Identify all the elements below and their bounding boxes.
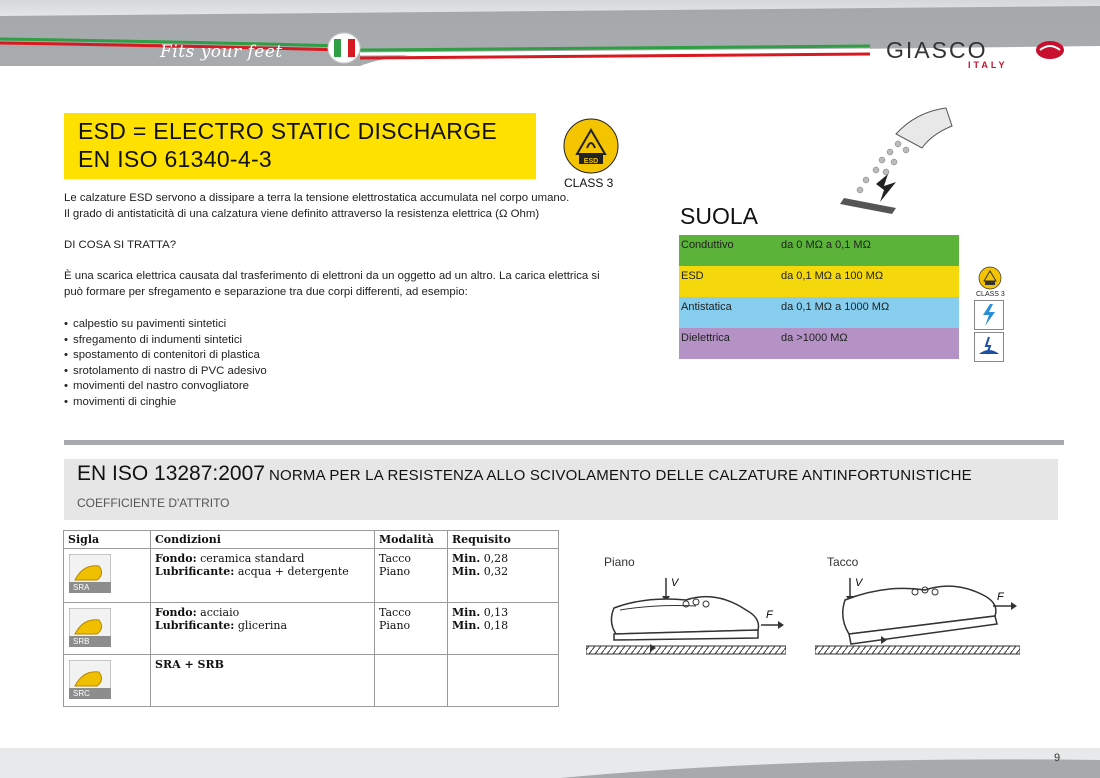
- lubrificante-value: glicerina: [237, 619, 288, 632]
- diagram-label-piano: Piano: [604, 555, 635, 569]
- esd-badge-icon: [563, 118, 619, 174]
- list-item: • movimenti del nastro convogliatore: [64, 379, 267, 395]
- table-row: [64, 655, 559, 707]
- force-f-label: F: [997, 591, 1004, 603]
- esd-answer-line2: può formare per sfregamento e separazione tra due corpi differenti, ad esempio:: [64, 285, 468, 298]
- suola-row: [679, 297, 959, 328]
- requisito-label: Min.: [452, 565, 481, 578]
- esd-question: DI COSA SI TRATTA?: [64, 239, 177, 251]
- requisito-label: Min.: [452, 606, 481, 619]
- esd-bullet-list: [64, 317, 267, 410]
- force-v-label: V: [671, 577, 679, 589]
- shoe-heel-diagram: [815, 570, 1020, 670]
- col-header-condizioni: Condizioni: [151, 531, 375, 549]
- esd-intro-line1: Le calzature ESD servono a dissipare a terra la tensione elettrostatica accumulata nel corpo umano.: [64, 192, 570, 204]
- slip-subtitle: COEFFICIENTE D'ATTRITO: [77, 496, 230, 510]
- list-item: • calpestio su pavimenti sintetici: [64, 317, 267, 333]
- requisito-label: Min.: [452, 619, 481, 632]
- suola-row-value: da 0 MΩ a 0,1 MΩ: [781, 239, 871, 251]
- sra-icon-label: SRA: [69, 582, 111, 593]
- sigla-cell: [64, 655, 151, 707]
- modalita-value: Tacco: [379, 606, 411, 619]
- combo-value: SRA + SRB: [155, 658, 224, 671]
- slip-title: [77, 462, 972, 486]
- suola-row: [679, 266, 959, 297]
- tagline: Fits your feet: [160, 42, 283, 62]
- sra-icon: [69, 554, 111, 593]
- svg-text:ESD: ESD: [583, 158, 599, 165]
- col-header-modalita: Modalità: [375, 531, 448, 549]
- force-f-label: F: [766, 609, 773, 621]
- esd-intro: [64, 191, 644, 222]
- condizioni-cell: [151, 655, 375, 707]
- src-icon: [69, 660, 111, 699]
- suola-class3-label: CLASS 3: [976, 291, 1005, 298]
- dielectric-icon: [974, 332, 1004, 362]
- brand-logo-sub: ITALY: [968, 60, 1008, 70]
- requisito-cell: [448, 655, 559, 707]
- modalita-cell: [375, 549, 448, 603]
- lubrificante-label: Lubrificante:: [155, 565, 235, 578]
- requisito-value: 0,13: [483, 606, 509, 619]
- suola-row-label: Conduttivo: [681, 239, 734, 251]
- esd-small-icon: [978, 266, 1002, 290]
- table-row: [64, 603, 559, 655]
- srb-icon-label: SRB: [69, 636, 111, 647]
- list-item: • srotolamento di nastro di PVC adesivo: [64, 364, 267, 380]
- suola-row-label: ESD: [681, 270, 704, 282]
- fondo-label: Fondo:: [155, 606, 197, 619]
- page-number: 9: [1054, 752, 1061, 764]
- suola-row-value: da 0,1 MΩ a 100 MΩ: [781, 270, 884, 282]
- esd-intro-line2: Il grado di antistaticità di una calzatura viene definito attraverso la resistenza elettrica (Ω Ohm): [64, 207, 540, 220]
- modalita-value: Tacco: [379, 552, 411, 565]
- esd-title-line1: ESD = ELECTRO STATIC DISCHARGE: [78, 118, 498, 144]
- requisito-label: Min.: [452, 552, 481, 565]
- slip-standard: EN ISO 13287:2007: [77, 462, 265, 485]
- antistatic-icon: [974, 300, 1004, 330]
- brand-logo: GIASCO: [886, 37, 988, 63]
- slip-requirements-table: [63, 530, 559, 707]
- lubrificante-value: acqua + detergente: [237, 565, 349, 578]
- fondo-label: Fondo:: [155, 552, 197, 565]
- modalita-value: Piano: [379, 619, 411, 632]
- requisito-cell: [448, 603, 559, 655]
- suola-row-value: da 0,1 MΩ a 1000 MΩ: [781, 301, 890, 313]
- requisito-cell: [448, 549, 559, 603]
- suola-row-label: Antistatica: [681, 301, 732, 313]
- suola-row-label: Dielettrica: [681, 332, 730, 344]
- src-icon-label: SRC: [69, 688, 111, 699]
- list-item: • spostamento di contenitori di plastica: [64, 348, 267, 364]
- sigla-cell: [64, 549, 151, 603]
- list-item: • sfregamento di indumenti sintetici: [64, 333, 267, 349]
- static-discharge-illustration: [836, 104, 956, 214]
- esd-answer: [64, 269, 644, 300]
- srb-icon: [69, 608, 111, 647]
- suola-row: [679, 235, 959, 266]
- suola-row: [679, 328, 959, 359]
- suola-row-value: da >1000 MΩ: [781, 332, 848, 344]
- col-header-sigla: Sigla: [64, 531, 151, 549]
- footer-band: [0, 748, 1100, 778]
- requisito-value: 0,18: [483, 619, 509, 632]
- esd-title-line2: EN ISO 61340-4-3: [78, 146, 273, 172]
- diagram-label-tacco: Tacco: [827, 555, 859, 569]
- table-header-row: [64, 531, 559, 549]
- esd-title: [78, 117, 497, 173]
- col-header-requisito: Requisito: [448, 531, 559, 549]
- force-v-label: V: [855, 577, 863, 589]
- requisito-value: 0,28: [483, 552, 509, 565]
- esd-answer-line1: È una scarica elettrica causata dal trasferimento di elettroni da un oggetto ad un altro. La carica elettrica si: [64, 270, 600, 282]
- list-item: • movimenti di cinghie: [64, 395, 267, 411]
- requisito-value: 0,32: [483, 565, 509, 578]
- modalita-cell: [375, 603, 448, 655]
- logo-mark-icon: [1034, 38, 1066, 62]
- shoe-flat-diagram: [586, 570, 786, 670]
- sigla-cell: [64, 603, 151, 655]
- section-divider: [64, 440, 1064, 445]
- fondo-value: acciaio: [200, 606, 240, 619]
- esd-badge-label: CLASS 3: [564, 176, 614, 190]
- condizioni-cell: [151, 549, 375, 603]
- lubrificante-label: Lubrificante:: [155, 619, 235, 632]
- modalita-value: Piano: [379, 565, 411, 578]
- modalita-cell: [375, 655, 448, 707]
- table-row: [64, 549, 559, 603]
- fondo-value: ceramica standard: [200, 552, 305, 565]
- slip-description: NORMA PER LA RESISTENZA ALLO SCIVOLAMENTO DELLE CALZATURE ANTINFORTUNISTICHE: [268, 467, 972, 484]
- condizioni-cell: [151, 603, 375, 655]
- suola-title: SUOLA: [680, 203, 758, 229]
